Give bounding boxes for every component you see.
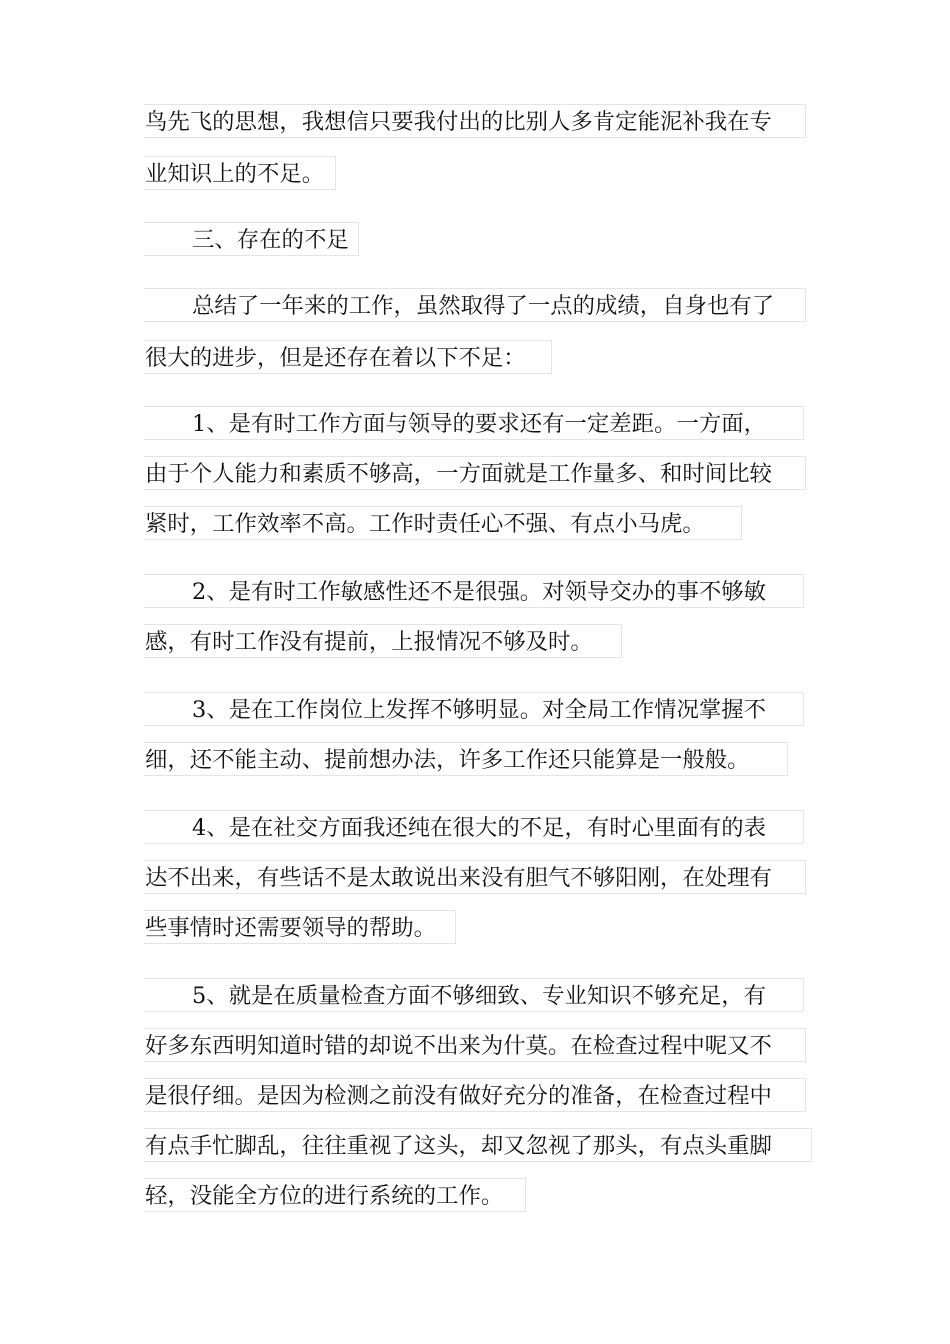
text-line: 细，还不能主动、提前想办法，许多工作还只能算是一般般。	[144, 742, 788, 776]
text-line: 5、就是在质量检查方面不够细致、专业知识不够充足，有	[144, 978, 804, 1012]
text-line: 1、是有时工作方面与领导的要求还有一定差距。一方面，	[144, 406, 804, 440]
text-line: 些事情时还需要领导的帮助。	[144, 910, 456, 944]
text-line: 达不出来，有些话不是太敢说出来没有胆气不够阳刚，在处理有	[144, 860, 806, 894]
text-line: 紧时，工作效率不高。工作时责任心不强、有点小马虎。	[144, 506, 742, 540]
text-line: 由于个人能力和素质不够高，一方面就是工作量多、和时间比较	[144, 456, 806, 490]
text-line: 好多东西明知道时错的却说不出来为什莫。在检查过程中呢又不	[144, 1028, 806, 1062]
text-line: 感，有时工作没有提前，上报情况不够及时。	[144, 624, 622, 658]
text-line: 3、是在工作岗位上发挥不够明显。对全局工作情况掌握不	[144, 692, 804, 726]
text-line: 总结了一年来的工作，虽然取得了一点的成绩，自身也有了	[144, 288, 806, 322]
text-line: 2、是有时工作敏感性还不是很强。对领导交办的事不够敏	[144, 574, 804, 608]
text-line: 有点手忙脚乱，往往重视了这头，却又忽视了那头，有点头重脚	[144, 1128, 812, 1162]
text-line: 是很仔细。是因为检测之前没有做好充分的准备，在检查过程中	[144, 1078, 806, 1112]
text-line: 4、是在社交方面我还纯在很大的不足，有时心里面有的表	[144, 810, 804, 844]
text-line: 鸟先飞的思想，我想信只要我付出的比别人多肯定能泥补我在专	[144, 104, 806, 138]
section-heading: 三、存在的不足	[144, 222, 359, 256]
text-line: 轻，没能全方位的进行系统的工作。	[144, 1178, 526, 1212]
text-line: 很大的进步，但是还存在着以下不足：	[144, 340, 552, 374]
text-line: 业知识上的不足。	[144, 156, 336, 190]
